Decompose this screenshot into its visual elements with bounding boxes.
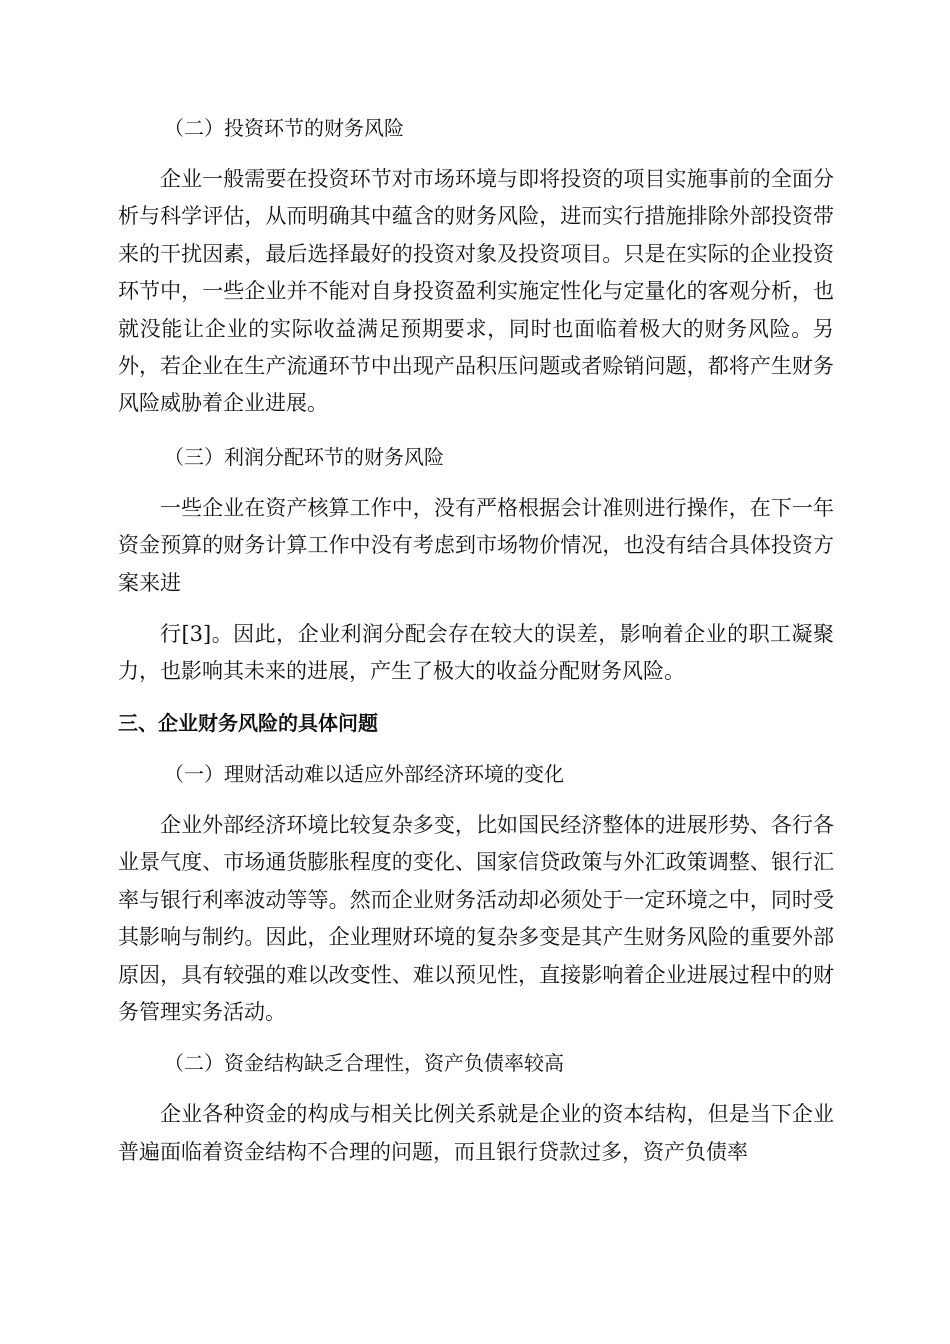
capital-structure-heading: （二）资金结构缺乏合理性，资产负债率较高: [164, 1051, 564, 1076]
document-page: [118, 110, 834, 1171]
external-environment-heading: （一）理财活动难以适应外部经济环境的变化: [164, 761, 564, 786]
profit-distribution-heading: （三）利润分配环节的财务风险: [164, 444, 444, 469]
external-environment-paragraph: 企业外部经济环境比较复杂多变，比如国民经济整体的进展形势、各行各业景气度、市场通货膨胀程度的变化、国家信贷政策与外汇政策调整、银行汇率与银行利率波动等等。然而企业财务活动却必须处于一定环境之中，同时受其影响与制约。因此，企业理财环境的复杂多变是其产生财务风险的重要外部原因，具有较强的难以改变性、难以预见性，直接影响着企业进展过程中的财务管理实务活动。: [118, 812, 834, 1024]
investment-risk-paragraph: 企业一般需要在投资环节对市场环境与即将投资的项目实施事前的全面分析与科学评估，从而明确其中蕴含的财务风险，进而实行措施排除外部投资带来的干扰因素，最后选择最好的投资对象及投资项目。只是在实际的企业投资环节中，一些企业并不能对自身投资盈利实施定性化与定量化的客观分析，也就没能让企业的实际收益满足预期要求，同时也面临着极大的财务风险。另外，若企业在生产流通环节中出现产品积压问题或者赊销问题，都将产生财务风险威胁着企业进展。: [118, 167, 834, 416]
profit-distribution-paragraph-1: 一些企业在资产核算工作中，没有严格根据会计准则进行操作，在下一年资金预算的财务计算工作中没有考虑到市场物价情况，也没有结合具体投资方案来进: [118, 495, 834, 595]
profit-distribution-paragraph-2: 行[3]。因此，企业利润分配会存在较大的误差，影响着企业的职工凝聚力，也影响其未来的进展，产生了极大的收益分配财务风险。: [118, 622, 834, 684]
investment-risk-heading: （二）投资环节的财务风险: [164, 116, 404, 140]
chapter-three-heading: 三、企业财务风险的具体问题: [118, 710, 378, 735]
capital-structure-paragraph: 企业各种资金的构成与相关比例关系就是企业的资本结构，但是当下企业普遍面临着资金结构不合理的问题，而且银行贷款过多，资产负债率: [118, 1102, 834, 1164]
